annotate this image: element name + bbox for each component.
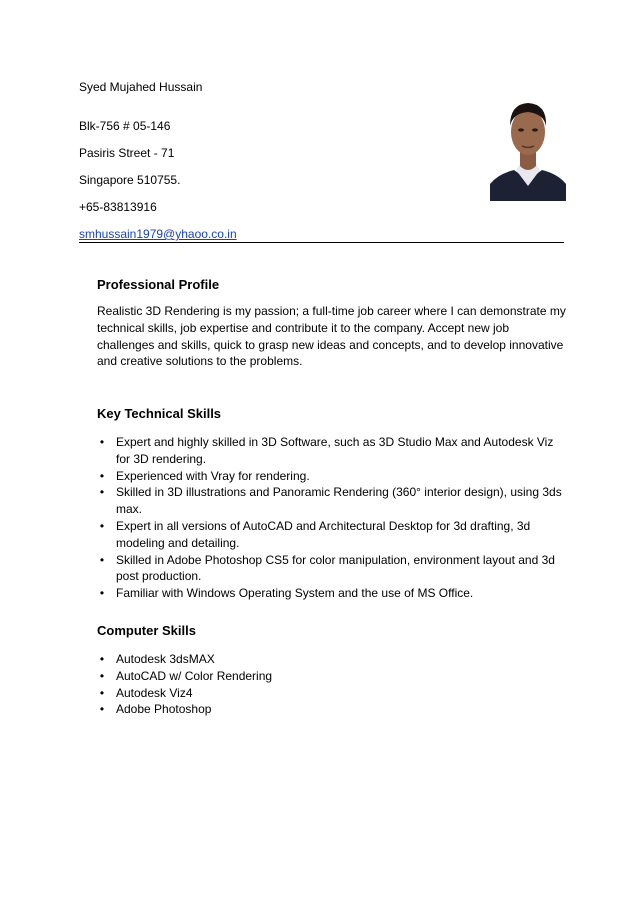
list-item-line: for 3D rendering. — [116, 451, 207, 466]
address-line-3: Singapore 510755. — [79, 173, 181, 187]
list-item — [97, 668, 567, 685]
key-technical-skills-heading: Key Technical Skills — [97, 406, 222, 421]
list-item-line: Experienced with Vray for rendering. — [116, 468, 310, 483]
list-item-line: Skilled in 3D illustrations and Panoramic Rendering (360° interior design), using 3ds — [116, 485, 562, 500]
bullet-icon: • — [99, 668, 105, 683]
list-item — [97, 701, 567, 718]
list-item — [97, 434, 567, 468]
email-link[interactable]: smhussain1979@yhaoo.co.in — [79, 227, 237, 241]
bullet-icon: • — [99, 552, 105, 567]
computer-skills-list — [97, 651, 567, 718]
list-item — [97, 518, 567, 552]
professional-profile-heading: Professional Profile — [97, 277, 220, 292]
key-technical-skills-list — [97, 434, 567, 602]
bullet-icon: • — [99, 485, 105, 500]
bullet-icon: • — [99, 685, 105, 700]
computer-skills-section — [97, 623, 567, 718]
phone-number: +65-83813916 — [79, 200, 157, 214]
list-item-line: Skilled in Adobe Photoshop CS5 for color manipulation, environment layout and 3d — [116, 552, 555, 567]
list-item-line: Autodesk Viz4 — [116, 685, 193, 700]
list-item-line: AutoCAD w/ Color Rendering — [116, 668, 273, 683]
bullet-icon: • — [99, 518, 105, 533]
address-line-2: Pasiris Street - 71 — [79, 146, 175, 160]
profile-line: technical skills, job expertise and contribute it to the company. Accept new job — [97, 320, 510, 335]
bullet-icon: • — [99, 652, 105, 666]
list-item — [97, 651, 567, 668]
profile-line: Realistic 3D Rendering is my passion; a full-time job career where I can demonstrate my — [97, 304, 566, 318]
list-item-line: modeling and detailing. — [116, 535, 240, 550]
computer-skills-heading: Computer Skills — [97, 623, 196, 638]
header-divider — [79, 242, 564, 243]
list-item — [97, 484, 567, 518]
professional-profile-text — [97, 303, 567, 370]
list-item-line: Autodesk 3dsMAX — [116, 652, 215, 666]
address-line-1: Blk-756 # 05-146 — [79, 119, 171, 133]
list-item-line: Expert in all versions of AutoCAD and Architectural Desktop for 3d drafting, 3d — [116, 518, 531, 533]
bullet-icon: • — [99, 702, 105, 717]
list-item — [97, 585, 567, 602]
list-item-line: Expert and highly skilled in 3D Software, such as 3D Studio Max and Autodesk Viz — [116, 435, 554, 449]
list-item-line: post production. — [116, 569, 202, 584]
bullet-icon: • — [99, 586, 105, 601]
list-item — [97, 552, 567, 586]
list-item-line: Adobe Photoshop — [116, 702, 212, 717]
key-technical-skills-section — [97, 406, 567, 602]
list-item-line: Familiar with Windows Operating System and the use of MS Office. — [116, 586, 474, 601]
list-item-line: max. — [116, 502, 143, 517]
list-item — [97, 468, 567, 485]
portrait-photo-icon — [490, 80, 566, 201]
bullet-icon: • — [99, 435, 105, 449]
profile-line: challenges and skills, quick to grasp new ideas and concepts, and to develop innovative — [97, 337, 564, 352]
profile-line: and creative solutions to the problems. — [97, 354, 303, 369]
list-item — [97, 685, 567, 702]
bullet-icon: • — [99, 468, 105, 483]
professional-profile-section — [97, 277, 567, 370]
candidate-name: Syed Mujahed Hussain — [79, 80, 203, 94]
